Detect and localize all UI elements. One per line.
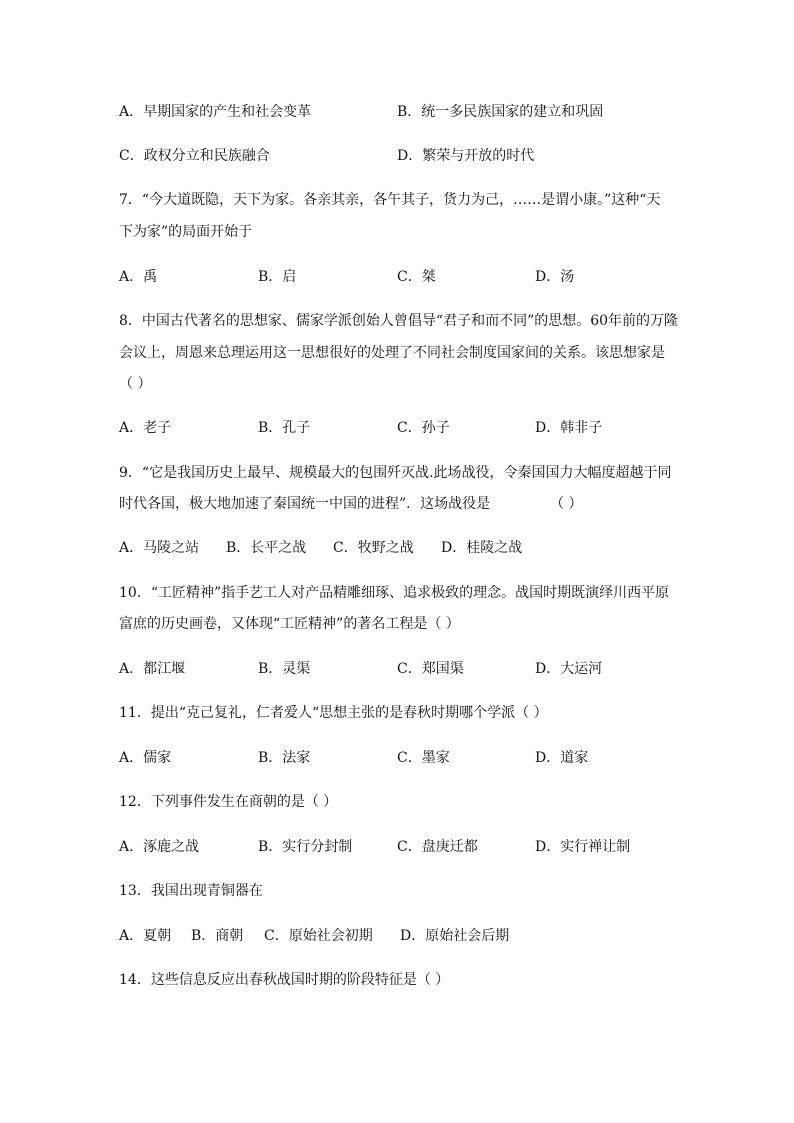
q13-stem-line-1: 13．我国出现青铜器在 bbox=[119, 883, 263, 899]
q6-option-a: A．早期国家的产生和社会变革 bbox=[119, 104, 312, 120]
q13-option-b: B．商朝 bbox=[191, 928, 244, 944]
q9-answer-paren: （ ） bbox=[550, 496, 583, 512]
q13-option-c: C．原始社会初期 bbox=[264, 928, 373, 944]
q10-option-a: A．都江堰 bbox=[119, 661, 186, 677]
q8-option-a: A．老子 bbox=[119, 420, 172, 436]
q6-option-b: B．统一多民族国家的建立和巩固 bbox=[397, 104, 604, 120]
q8-option-d: D．韩非子 bbox=[535, 420, 603, 436]
q9-option-a: A．马陵之站 bbox=[119, 540, 200, 556]
q7-option-c: C．桀 bbox=[397, 269, 436, 285]
q13-option-a: A．夏朝 bbox=[119, 928, 172, 944]
q14-stem-line-1: 14．这些信息反应出春秋战国时期的阶段特征是（ ） bbox=[119, 972, 450, 988]
q11-stem-line-1: 11．提出“克己复礼，仁者爱人“思想主张的是春秋时期哪个学派（ ） bbox=[119, 705, 548, 721]
q9-stem-line-1: 9．“它是我国历史上最早、规模最大的包围歼灭战.此场战役，令秦国国力大幅度超越于同 bbox=[119, 465, 672, 481]
q12-option-d: D．实行禅让制 bbox=[535, 839, 631, 855]
q9-option-b: B．长平之战 bbox=[226, 540, 307, 556]
q13-option-d: D．原始社会后期 bbox=[400, 928, 510, 944]
q9-option-d: D．桂陵之战 bbox=[441, 540, 523, 556]
q11-option-c: C．墨家 bbox=[397, 750, 450, 766]
q11-option-d: D．道家 bbox=[535, 750, 589, 766]
q8-stem-line-1: 8．中国古代著名的思想家、儒家学派创始人曾倡导“君子和而不同”的思想。60年前的万隆 bbox=[119, 313, 679, 329]
q8-option-c: C．孙子 bbox=[397, 420, 450, 436]
q12-stem-line-1: 12．下列事件发生在商朝的是（ ） bbox=[119, 794, 338, 810]
q10-option-b: B．灵渠 bbox=[258, 661, 311, 677]
q10-stem-line-1: 10．“工匠精神”指手艺工人对产品精雕细琢、追求极致的理念。战国时期既演绎川西平原 bbox=[119, 585, 670, 601]
q12-option-a: A．涿鹿之战 bbox=[119, 839, 200, 855]
q7-option-a: A．禹 bbox=[119, 269, 158, 285]
q10-option-d: D．大运河 bbox=[535, 661, 603, 677]
q12-option-b: B．实行分封制 bbox=[258, 839, 353, 855]
q12-option-c: C．盘庚迁都 bbox=[397, 839, 478, 855]
q10-option-c: C．郑国渠 bbox=[397, 661, 464, 677]
q8-option-b: B．孔子 bbox=[258, 420, 311, 436]
q11-option-b: B．法家 bbox=[258, 750, 311, 766]
q7-option-b: B．启 bbox=[258, 269, 297, 285]
q9-option-c: C．牧野之战 bbox=[333, 540, 414, 556]
q7-stem-line-1: 7．“今大道既隐，天下为家。各亲其亲，各午其子，货力为己，……是谓小康。”这种“天 bbox=[119, 192, 661, 208]
q11-option-a: A．儒家 bbox=[119, 750, 172, 766]
q6-option-c: C．政权分立和民族融合 bbox=[119, 148, 270, 164]
q8-stem-line-2: 会议上，周恩来总理运用这一思想很好的处理了不同社会制度国家间的关系。该思想家是 bbox=[119, 345, 665, 361]
q10-stem-line-2: 富庶的历史画卷，又体现“工匠精神”的著名工程是（ ） bbox=[119, 616, 460, 632]
q7-stem-line-2: 下为家”的局面开始于 bbox=[119, 224, 253, 240]
q7-option-d: D．汤 bbox=[535, 269, 575, 285]
q9-stem-line-2: 时代各国，极大地加速了秦国统一中国的进程”．这场战役是 bbox=[119, 496, 491, 512]
q6-option-d: D．繁荣与开放的时代 bbox=[397, 148, 535, 164]
q8-stem-line-3: （ ） bbox=[119, 376, 152, 392]
